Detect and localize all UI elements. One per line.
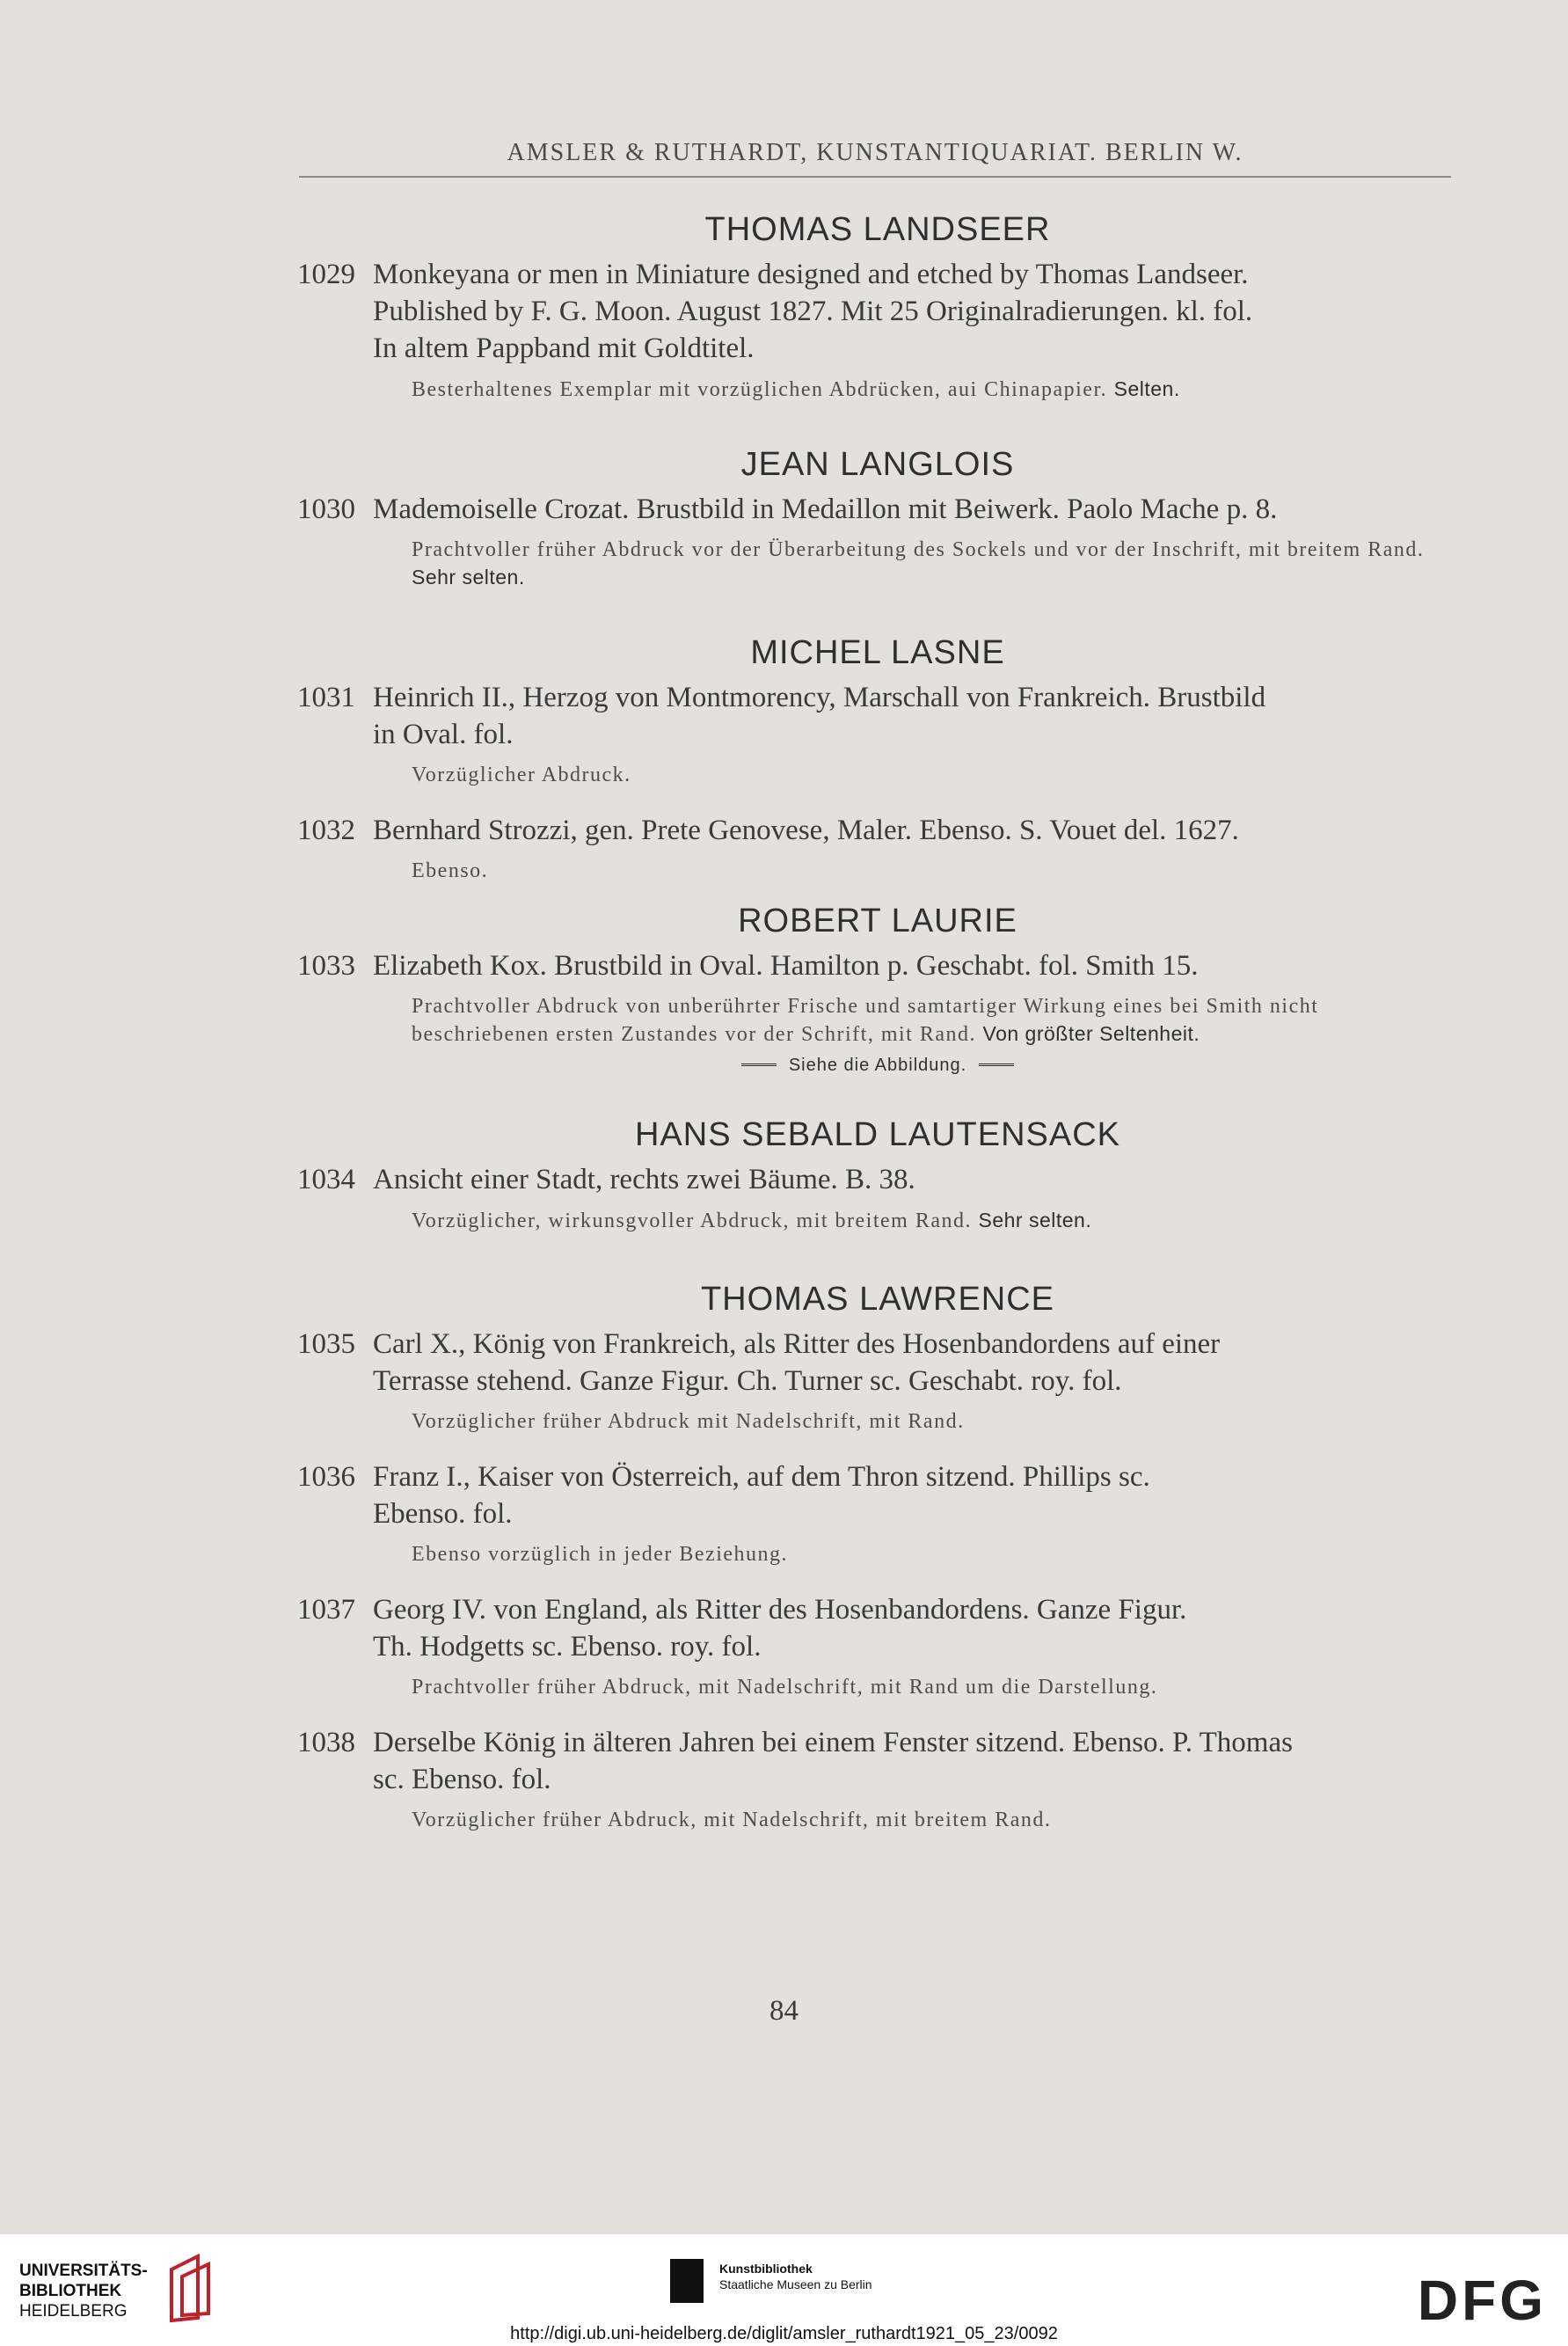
catalog-entry (297, 947, 1458, 1076)
entry-text-line: Elizabeth Kox. Brustbild in Oval. Hamilton p. Geschabt. fol. Smith 15. (373, 950, 1199, 982)
entry-note-text: Vorzüglicher Abdruck. (412, 764, 631, 786)
dfg-logo[interactable]: DFG (1417, 2269, 1547, 2332)
artist-heading: THOMAS LANDSEER (704, 211, 1051, 248)
artist-heading: JEAN LANGLOIS (740, 446, 1015, 483)
catalog-entry (297, 256, 1458, 404)
catalog-entry (297, 1161, 1458, 1235)
entry-note (297, 1408, 1458, 1436)
entry-number: 1029 (297, 259, 355, 290)
entry-note (297, 1207, 1458, 1235)
catalog-entry (297, 812, 1458, 885)
entry-number: 1036 (297, 1461, 355, 1493)
see-illustration (297, 1056, 1458, 1076)
entry-note-text: Prachtvoller Abdruck von unberührter Frische und samtartiger Wirkung eines bei Smith nicht beschriebenen ersten Zustandes vor der Schrift, mit Rand. (412, 995, 1319, 1046)
double-rule-left (741, 1063, 777, 1069)
entry-text-line: Derselbe König in älteren Jahren bei einem Fenster sitzend. Ebenso. P. Thomas (373, 1727, 1293, 1758)
viewer-footer (0, 2234, 1568, 2346)
catalog-entry (297, 1326, 1458, 1436)
entry-number: 1037 (297, 1594, 355, 1626)
entry-text-line: Monkeyana or men in Miniature designed and etched by Thomas Landseer. (373, 259, 1249, 290)
entry-text-line: Carl X., König von Frankreich, als Ritter des Hosenbandordens auf einer (373, 1328, 1221, 1360)
library-name-line1: UNIVERSITÄTS- (19, 2262, 148, 2280)
entry-text-line: Terrasse stehend. Ganze Figur. Ch. Turner sc. Geschabt. roy. fol. (373, 1365, 1122, 1397)
entry-text-line: Ansicht einer Stadt, rechts zwei Bäume. B. 38. (373, 1164, 915, 1195)
kb-line1: Kunstbibliothek (719, 2262, 813, 2276)
entry-note-text: Vorzüglicher früher Abdruck, mit Nadelschrift, mit breitem Rand. (412, 1809, 1052, 1831)
entry-number: 1033 (297, 950, 355, 982)
entry-note-text: Prachtvoller früher Abdruck, mit Nadelschrift, mit Rand um die Darstellung. (412, 1676, 1158, 1699)
entry-note (297, 1674, 1458, 1701)
entry-note (297, 762, 1458, 789)
artist-heading: MICHEL LASNE (750, 634, 1005, 671)
artist-heading: HANS SEBALD LAUTENSACK (634, 1116, 1121, 1153)
entry-note-rarity: Selten. (1113, 377, 1180, 400)
entry-text-line: in Oval. fol. (373, 719, 514, 750)
entry-text-line: Th. Hodgetts sc. Ebenso. roy. fol. (373, 1631, 762, 1663)
entry-number: 1038 (297, 1727, 355, 1758)
entry-note-text: Vorzüglicher früher Abdruck mit Nadelschrift, mit Rand. (412, 1410, 965, 1433)
catalog-entry (297, 1724, 1458, 1834)
artist-heading: ROBERT LAURIE (738, 903, 1017, 939)
entry-note (297, 993, 1458, 1049)
entry-text-line: Mademoiselle Crozat. Brustbild in Medaillon mit Beiwerk. Paolo Mache p. 8. (373, 493, 1278, 525)
entry-text-line: In altem Pappband mit Goldtitel. (373, 333, 755, 364)
artist-heading: THOMAS LAWRENCE (700, 1281, 1055, 1318)
entry-note-text: Vorzüglicher, wirkunsgvoller Abdruck, mit breitem Rand. (412, 1210, 972, 1232)
page-number: 84 (769, 1995, 799, 2027)
entry-number: 1034 (297, 1164, 355, 1195)
entry-text-line: Franz I., Kaiser von Österreich, auf dem Thron sitzend. Phillips sc. (373, 1461, 1150, 1493)
entry-note (297, 858, 1458, 885)
entry-note (297, 1541, 1458, 1568)
entry-text-line: Published by F. G. Moon. August 1827. Mit 25 Originalradierungen. kl. fol. (373, 296, 1253, 327)
entry-note (297, 1807, 1458, 1834)
catalog-entry (297, 1458, 1458, 1568)
see-illustration-text: Siehe die Abbildung. (788, 1056, 967, 1075)
entry-text-line: Georg IV. von England, als Ritter des Hosenbandordens. Ganze Figur. (373, 1594, 1187, 1626)
entry-note-text: Ebenso vorzüglich in jeder Beziehung. (412, 1543, 789, 1566)
library-name-line3: HEIDELBERG (19, 2302, 128, 2320)
permalink-url[interactable]: http://digi.ub.uni-heidelberg.de/diglit/amsler_ruthardt1921_05_23/0092 (510, 2324, 1058, 2343)
entry-number: 1031 (297, 682, 355, 713)
double-rule-right (979, 1063, 1014, 1069)
header-rule (299, 176, 1451, 178)
catalog-entry (297, 1591, 1458, 1701)
entry-note-rarity: Von größter Seltenheit. (982, 1022, 1200, 1045)
entry-number: 1035 (297, 1328, 355, 1360)
catalog-entry (297, 679, 1458, 789)
entry-note (297, 376, 1458, 404)
running-header: AMSLER & RUTHARDT, KUNSTANTIQUARIAT. BERLIN W. (507, 139, 1243, 166)
entry-note-rarity: Sehr selten. (978, 1209, 1092, 1231)
kunstbibliothek-logo[interactable] (719, 2261, 872, 2292)
entry-note-text: Besterhaltenes Exemplar mit vorzüglichen Abdrücken, aui Chinapapier. (412, 378, 1108, 401)
catalog-entry (297, 491, 1458, 592)
entry-text-line: Bernhard Strozzi, gen. Prete Genovese, Maler. Ebenso. S. Vouet del. 1627. (373, 815, 1239, 846)
entry-note (297, 537, 1458, 592)
kb-line2: Staatliche Museen zu Berlin (719, 2277, 872, 2291)
kunstbibliothek-emblem-icon (670, 2259, 704, 2303)
entry-note-text: Ebenso. (412, 859, 489, 882)
entry-number: 1032 (297, 815, 355, 846)
entry-text-line: Ebenso. fol. (373, 1498, 513, 1530)
entry-text-line: Heinrich II., Herzog von Montmorency, Marschall von Frankreich. Brustbild (373, 682, 1266, 713)
library-name-line2: BIBLIOTHEK (19, 2282, 122, 2300)
entry-note-rarity: Sehr selten. (412, 566, 525, 588)
ub-emblem-icon (163, 2252, 215, 2324)
entry-note-text: Prachtvoller früher Abdruck vor der Überarbeitung des Sockels und vor der Inschrift, mit breitem Rand. (412, 538, 1425, 561)
catalog-content (297, 211, 1458, 1834)
entry-text-line: sc. Ebenso. fol. (373, 1764, 551, 1795)
entry-number: 1030 (297, 493, 355, 525)
